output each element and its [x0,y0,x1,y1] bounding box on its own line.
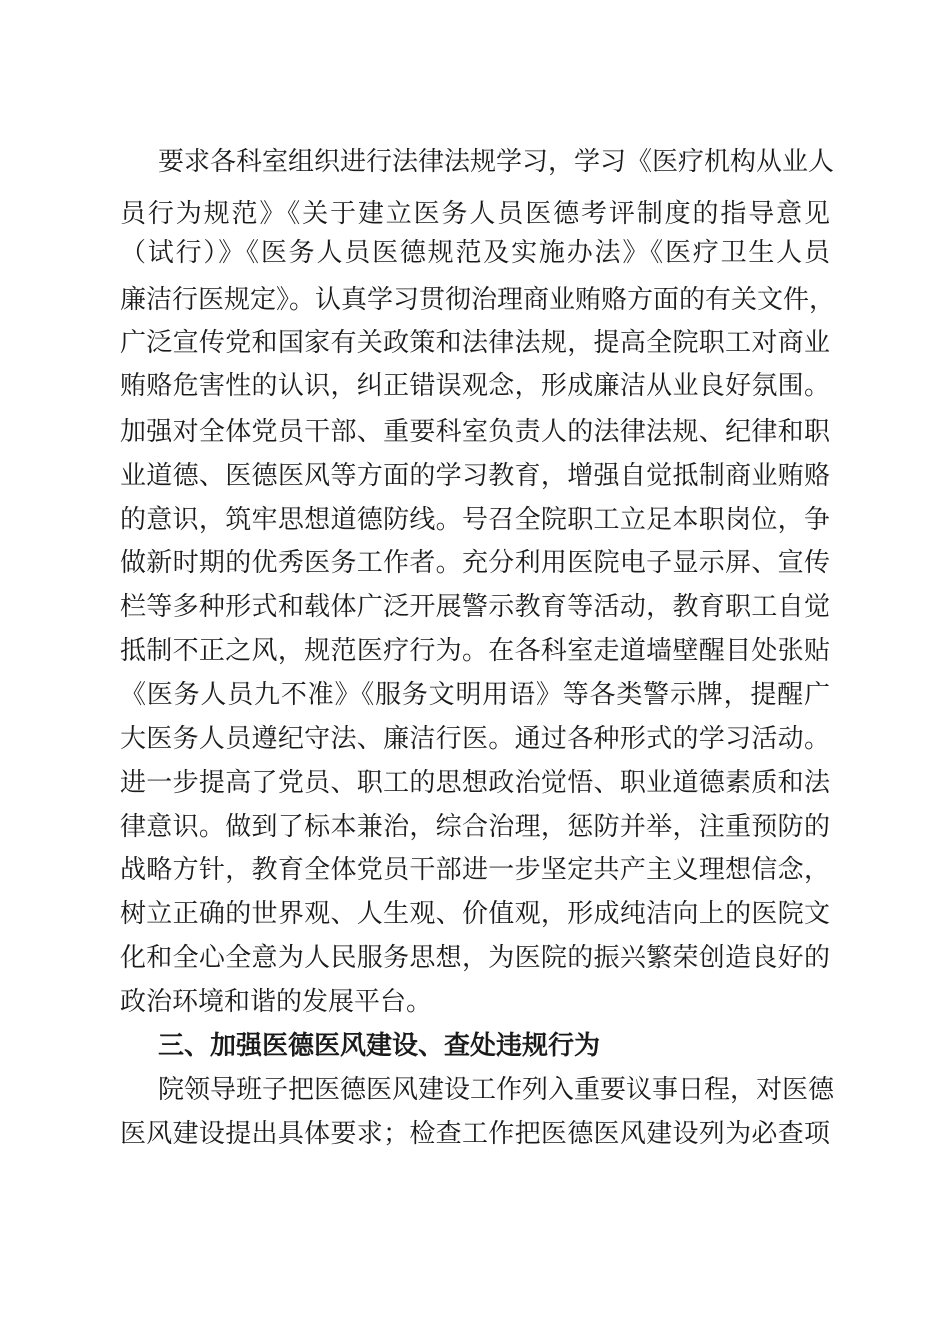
paragraph-1-line: 化和全心全意为人民服务思想，为医院的振兴繁荣创造良好的 [120,943,830,973]
paragraph-1-line: 加强对全体党员干部、重要科室负责人的法律法规、纪律和职 [120,417,830,447]
paragraph-1-line: 树立正确的世界观、人生观、价值观，形成纯洁向上的医院文 [120,899,830,929]
paragraph-1-line: （试行）》《医务人员医德规范及实施办法》《医疗卫生人员 [120,238,830,268]
paragraph-1-line: 廉洁行医规定》。认真学习贯彻治理商业贿赂方面的有关文件， [120,285,836,315]
paragraph-1-line: 员行为规范》《关于建立医务人员医德考评制度的指导意见 [120,199,830,229]
section-heading: 三、加强医德医风建设、查处违规行为 [158,1031,601,1061]
paragraph-1-line: 进一步提高了党员、职工的思想政治觉悟、职业道德素质和法 [120,768,830,798]
paragraph-1-line: 业道德、医德医风等方面的学习教育，增强自觉抵制商业贿赂 [120,461,830,491]
paragraph-2-line: 院领导班子把医德医风建设工作列入重要议事日程，对医德 [158,1075,835,1105]
paragraph-1-line: 战略方针，教育全体党员干部进一步坚定共产主义理想信念， [120,855,830,885]
paragraph-1-line: 贿赂危害性的认识，纠正错误观念，形成廉洁从业良好氛围。 [120,371,830,401]
paragraph-1-line: 做新时期的优秀医务工作者。充分利用医院电子显示屏、宣传 [120,548,830,578]
paragraph-1-line: 要求各科室组织进行法律法规学习，学习《医疗机构从业人 [158,147,835,177]
paragraph-1-line: 政治环境和谐的发展平台。 [120,987,433,1017]
paragraph-1-line: 《医务人员九不准》《服务文明用语》等各类警示牌，提醒广 [120,680,830,710]
paragraph-1-line: 栏等多种形式和载体广泛开展警示教育等活动，教育职工自觉 [120,592,830,622]
paragraph-1-line: 的意识，筑牢思想道德防线。号召全院职工立足本职岗位，争 [120,505,830,535]
paragraph-1-line: 律意识。做到了标本兼治，综合治理，惩防并举，注重预防的 [120,812,830,842]
paragraph-1-line: 大医务人员遵纪守法、廉洁行医。通过各种形式的学习活动。 [120,724,830,754]
paragraph-1-line: 广泛宣传党和国家有关政策和法律法规，提高全院职工对商业 [120,328,830,358]
paragraph-1-line: 抵制不正之风，规范医疗行为。在各科室走道墙壁醒目处张贴 [120,636,830,666]
paragraph-2-line: 医风建设提出具体要求；检查工作把医德医风建设列为必查项 [120,1119,830,1149]
